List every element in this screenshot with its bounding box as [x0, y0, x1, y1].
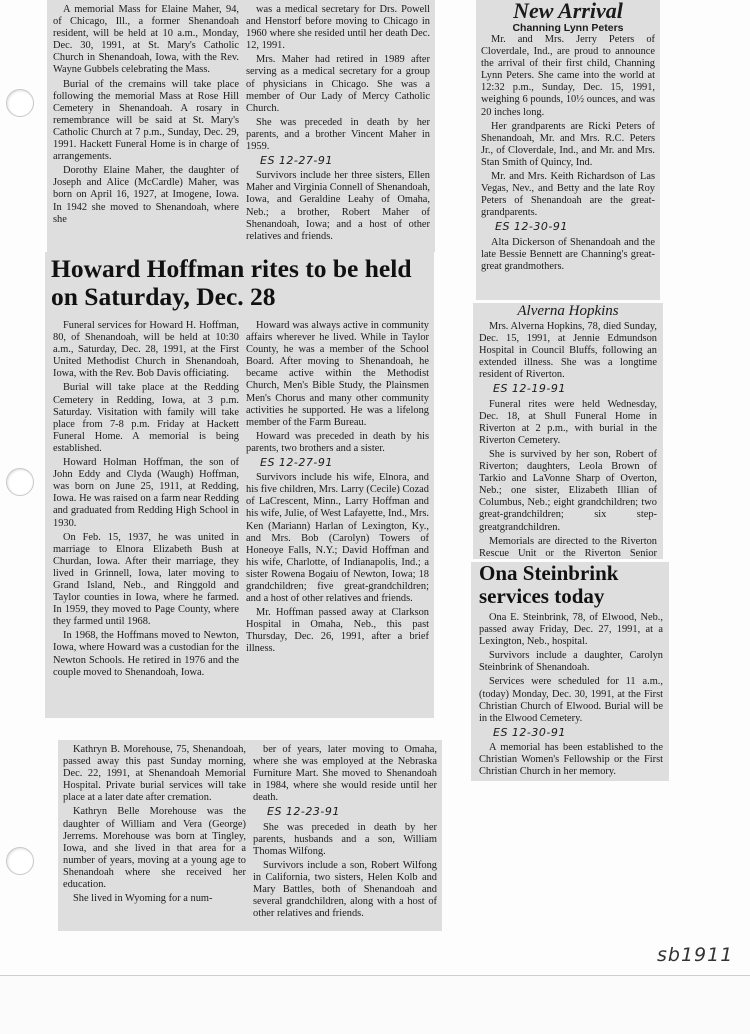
maher-column-1: [53, 4, 239, 228]
steinbrink-headline: Ona Steinbrink services today: [479, 562, 619, 608]
scanner-bottom-strip: [0, 975, 750, 1034]
handwritten-clip-code: ES 12-19-91: [493, 382, 566, 396]
paragraph: In 1968, the Hoffmans moved to Newton, Iowa, where Howard was a custodian for the Newton Schools. He retired in 1976 and the couple moved to Shenandoah, Iowa.: [53, 630, 239, 678]
paragraph: Mrs. Alverna Hopkins, 78, died Sunday, Dec. 15, 1991, at Jennie Edmundson Hospital in Council Bluffs, following an extended illness. She was a longtime resident of Riverton.: [479, 321, 657, 381]
paragraph: Howard was preceded in death by his parents, two brothers and a sister.: [246, 430, 429, 454]
steinbrink-body: [479, 612, 663, 780]
paragraph: Alta Dickerson of Shenandoah and the late Bessie Bennett are Channing's great-great grandmothers.: [481, 236, 655, 272]
paragraph: Kathryn Belle Morehouse was the daughter of William and Vera (George) Jerrems. Morehouse was born at Tingley, Iowa, and she lived in that area for a number of years, moving at a young age to Shenandoah where she received her education.: [63, 806, 246, 891]
clipping-hopkins: [473, 303, 663, 559]
paragraph: Survivors include her three sisters, Ellen Maher and Virginia Connell of Shenandoah, Iowa, and Geraldine Leahy of Omaha, Neb.; a brother, Robert Maher of Shenandoah, Iowa; and a host of other relatives and friends.: [246, 170, 430, 242]
handwritten-clip-code: ES 12-23-91: [267, 805, 340, 819]
paragraph: Funeral rites were held Wednesday, Dec. 18, at Shull Funeral Home in Riverton at 2 p.m., with burial in the Riverton Cemetery.: [479, 398, 657, 446]
paragraph: Mr. and Mrs. Jerry Peters of Cloverdale, Ind., are proud to announce the arrival of their first child, Channing Lynn Peters. She came into the world at 12:32 p.m., Sunday, Dec. 15, 1991, weighing 6 pounds, 10½ ounces, and was 20 inches long.: [481, 34, 655, 118]
paragraph: ber of years, later moving to Omaha, where she was employed at the Nebraska Furniture Mart. She moved to Shenandoah in 1984, where she would reside until her death.: [253, 744, 437, 804]
clipping-steinbrink: [471, 562, 669, 781]
clipping-hoffman: [45, 252, 434, 718]
paragraph: She was preceded in death by her parents, husbands and a son, William Thomas Wilfong.: [253, 821, 437, 857]
handwritten-clip-code: ES 12-27-91: [260, 154, 333, 168]
paragraph: Howard was always active in community affairs wherever he lived. While in Taylor County, he was a member of the School Board. After moving to Shenandoah, he became active within the Methodist Church, Men's Bible Study, the Plainsmen Men's Chorus and many other community activities he supported. He was a lifelong member of the Farm Bureau.: [246, 320, 429, 428]
paragraph: She was preceded in death by her parents, and a brother Vincent Maher in 1959.: [246, 116, 430, 153]
clipping-morehouse: [58, 740, 442, 931]
paragraph: Survivors include a daughter, Carolyn Steinbrink of Shenandoah.: [479, 650, 663, 674]
paragraph: Her grandparents are Ricki Peters of Shenandoah, Mr. and Mrs. R.C. Peters Jr., of Cloverdale, Ind., and Mr. and Mrs. Stan Smith of Quincy, Ind.: [481, 120, 655, 168]
paragraph: Memorials are directed to the Riverton Rescue Unit or the Riverton Senior: [479, 535, 657, 559]
paragraph: Burial of the cremains will take place following the memorial Mass at Rose Hill Cemetery in Shenandoah. A rosary in remembrance will be said at St. Mary's Catholic Church at 7 p.m., Sunday, Dec. 29, 1991. Hackett Funeral Home is in charge of arrangements.: [53, 78, 239, 163]
paragraph: A memorial Mass for Elaine Maher, 94, of Chicago, Ill., a former Shenandoah resident, will be held at 10 a.m., Monday, Dec. 30, 1991, at St. Mary's Catholic Church in Shenandoah, Iowa, with the Rev. Wayne Gubbels celebrating the Mass.: [53, 4, 239, 76]
paragraph: Burial will take place at the Redding Cemetery in Redding, Iowa, at 3 p.m. Saturday. Visitation with family will take place from 7-8 p.m. Friday at Hackett Funeral Home. A memorial is being established.: [53, 382, 239, 454]
paragraph: Funeral services for Howard H. Hoffman, 80, of Shenandoah, will be held at 10:30 a.m., Saturday, Dec. 28, 1991, at the First United Methodist Church in Shenandoah, Iowa, with the Rev. Bob Davis officiating.: [53, 320, 239, 380]
paragraph: Survivors include his wife, Elnora, and his five children, Mrs. Larry (Cecile) Cozad of LaCrescent, Minn., Larry Hoffman and his wife, Julie, of West Lafayette, Ind., Mrs. Ken (Mariann) Harlan of Lexington, Ky., and Mrs. Bob (Carolyn) Towers of Honeoye Falls, N.Y.; David Hoffman and his wife, Charlotte, of Indianapolis, Ind.; a sister Rowena Bogaiu of Newton, Iowa; 18 grandchildren; five great-grandchildren; and a host of other relatives and friends.: [246, 472, 429, 605]
paragraph: Services were scheduled for 11 a.m., (today) Monday, Dec. 30, 1991, at the First Christian Church of Elwood. Burial will be in the Elwood Cemetery.: [479, 676, 663, 724]
paragraph: On Feb. 15, 1937, he was united in marriage to Elnora Elizabeth Bush at Churdan, Iowa. After their marriage, they lived in Grinnell, Iowa, later moving to Grand Island, Neb., and Ringgold and Taylor counties in Iowa, where he farmed. In 1959, they moved to Page County, where they farmed until 1968.: [53, 531, 239, 628]
binder-hole-top: [6, 89, 34, 117]
new-arrival-subline: Channing Lynn Peters: [512, 22, 624, 34]
clipping-maher: [47, 0, 435, 252]
hoffman-column-1: [53, 320, 239, 681]
paragraph: A memorial has been established to the Christian Women's Fellowship or the First Christian Church in her memory.: [479, 741, 663, 778]
paragraph: Mr. Hoffman passed away at Clarkson Hospital in Omaha, Neb., this past Thursday, Dec. 26, 1991, after a brief illness.: [246, 607, 429, 655]
morehouse-column-2: [253, 744, 437, 922]
paragraph: She lived in Wyoming for a num-: [73, 893, 213, 905]
clipping-new-arrival: [476, 0, 660, 300]
handwritten-clip-code: ES 12-30-91: [495, 220, 568, 234]
binder-hole-bottom: [6, 847, 34, 875]
paragraph: Mrs. Maher had retired in 1989 after serving as a medical secretary for a group of physicians in Chicago. She was a member of Our Lady of Mercy Catholic Church.: [246, 54, 430, 114]
paragraph: Mr. and Mrs. Keith Richardson of Las Vegas, Nev., and Betty and the late Roy Peters of Shenandoah are the great-grandparents.: [481, 171, 655, 219]
hopkins-headline: Alverna Hopkins: [517, 303, 619, 319]
new-arrival-headline: New Arrival: [513, 0, 623, 23]
hoffman-headline: Howard Hoffman rites to be held on Saturday, Dec. 28: [51, 254, 412, 311]
binder-hole-middle: [6, 468, 34, 496]
paragraph: was a medical secretary for Drs. Powell and Henstorf before moving to Chicago in 1960 where she resided until her death Dec. 12, 1991.: [246, 4, 430, 52]
paragraph: Ona E. Steinbrink, 78, of Elwood, Neb., passed away Friday, Dec. 27, 1991, at a Lexington, Neb., hospital.: [479, 612, 663, 648]
handwritten-clip-code: ES 12-30-91: [493, 725, 566, 739]
page-id-handwritten: sb1911: [657, 944, 734, 966]
paragraph: Survivors include a son, Robert Wilfong in California, two sisters, Helen Kolb and Mary Battles, both of Shenandoah and several grandchildren, along with a host of other relatives and friends.: [253, 859, 437, 920]
morehouse-column-1: [63, 744, 246, 907]
new-arrival-body: [481, 34, 655, 275]
paragraph: She is survived by her son, Robert of Riverton; daughters, Leola Brown of Tarkio and LaVonne Sharp of Overton, Neb.; one sister, Elizabeth Illian of Columbus, Neb.; eight grandchildren; two great-grandchildren; six step-greatgrandchildren.: [479, 448, 657, 533]
maher-column-2: [246, 4, 430, 245]
paragraph: Kathryn B. Morehouse, 75, Shenandoah, passed away this past Sunday morning, Dec. 22, 1991, at Shenandoah Memorial Hospital. Private burial services will take place at a later date after cremation.: [63, 744, 246, 804]
paragraph: Howard Holman Hoffman, the son of John Eddy and Clyda (Waugh) Hoffman, was born on June 25, 1911, at Redding, Iowa. He was raised on a farm near Redding and graduated from Redding High School in 1930.: [53, 457, 239, 529]
handwritten-clip-code: ES 12-27-91: [260, 456, 333, 470]
hoffman-column-2: [246, 320, 429, 658]
hopkins-body: [479, 321, 657, 559]
paragraph: Dorothy Elaine Maher, the daughter of Joseph and Alice (McCardle) Maher, was born on April 16, 1927, at Imogene, Iowa. In 1942 she moved to Shenandoah, where she: [53, 165, 239, 225]
